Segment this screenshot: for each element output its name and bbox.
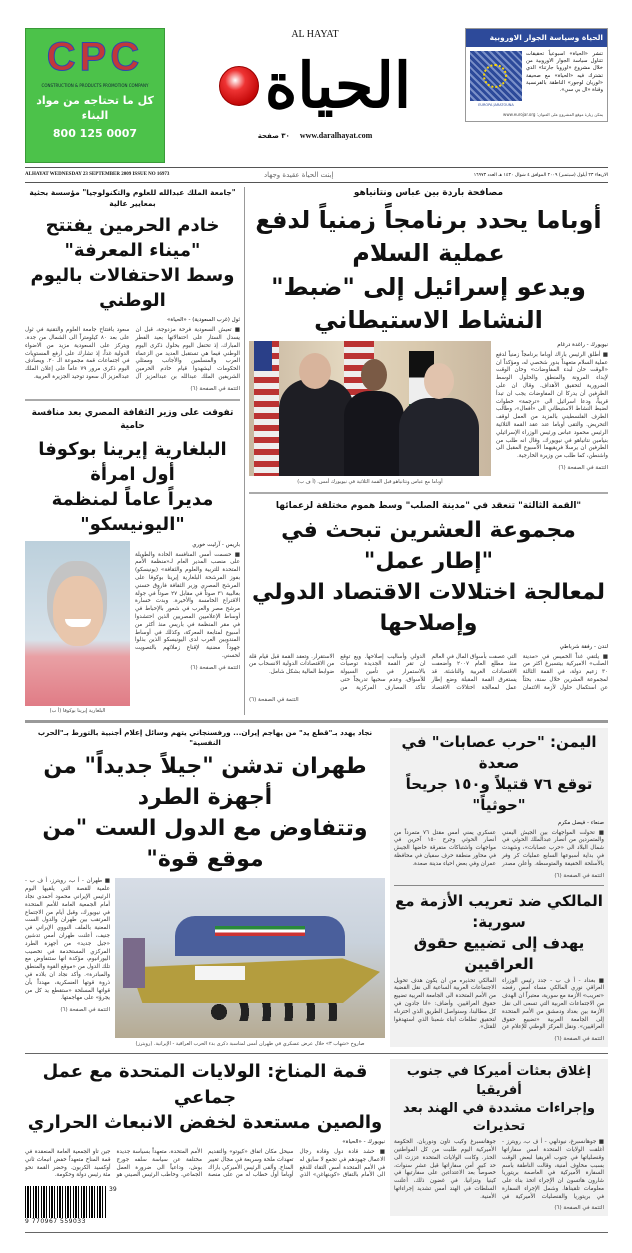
bokova-headline-line2: مديراً عاماً لمنظمة "اليونيسكو"	[51, 489, 214, 536]
tehran-headline[interactable]	[25, 752, 385, 875]
africa-continued[interactable]: التتمة في الصفحة (٦)	[554, 1205, 604, 1212]
slogan: إبنت الحياة عقيدة وجهاد	[264, 171, 334, 179]
tehran-continued[interactable]: التتمة في الصفحة (٦)	[60, 1007, 110, 1014]
eu-badge-block	[470, 51, 522, 108]
logo-block	[180, 28, 450, 141]
g20-kicker: "القمة الثالثة" تنعقد في "مدينة الصلب" وسط هموم مختلفة لزعمائها	[275, 500, 582, 511]
yemen-body: ■ تحولت المواجهات بين الجيش اليمني والمتمردين من أنصار عبدالملك الحوثي في شمال البلاد الى «حرب عصابات»، وشهدت في بداية أسبوعها السابع عمليات كر وفر بالأسلحة الخفيفة والمتوسطة. وأعلن مصدر عسكري يمني أمس مقتل ٧٦ متمرداً من أنصار الحوثي وجرح ١٥٠ آخرين في مواجهات واشتباكات متفرقة خاضها الجيش في محاور منطقة حرف سفيان في محافظة عمران وفي بعض احياء مدينة صعدة.	[394, 829, 604, 867]
africa-headline-line2: وإجراءات مشددة في الهند بعد تحذيرات	[403, 1100, 595, 1134]
tehran-text	[25, 878, 110, 1014]
yemen-continued[interactable]: التتمة في الصفحة (٦)	[554, 872, 604, 879]
page-count: ٣٠ صفحة	[257, 132, 290, 140]
obama-headline-line1: أوباما يحدد برنامجاً زمنياً لدفع عملية السلام	[255, 205, 602, 268]
yemen-byline: صنعاء - فيصل مكرم	[557, 819, 604, 826]
king-headline-line2: وسط الاحتفالات باليوم الوطني	[30, 264, 235, 312]
obama-text	[496, 341, 608, 472]
maliki-headline[interactable]	[394, 891, 604, 975]
tehran-body: ■ طهران - أ ب، رويترز، أ ف ب - علمية للقصة التي يلقيها اليوم الرئيس الإيراني محمود أحمدي نجاد أمام الجمعية العامة للأمم المتحدة في نيويورك، وقبل أيام من الاجتماع المرتقب بين طهران والدول الست المعنية بالملف النووي الإيراني في جنيف، أعلنت طهران أمس تدشين «جيل جديد» من أجهزة الطرد المركزي المستخدمة في تخصيب اليورانيوم، مؤكدة انها ستتفاوض مع تلك الدول من «موقع القوة والمنطق والمبادرة». وأكد نجاد ان بلاده في ذروة قوتها العسكرية، مهدداً بأن قواتها المسلحة «ستقطع يد كل من يجرؤ» على مهاجمتها.	[25, 878, 110, 1002]
tehran-headline-line2: وتتفاوض مع الدول الست "من موقع قوة"	[42, 815, 368, 872]
obama-byline: نيويورك - راغدة درغام	[557, 341, 608, 348]
masthead-rule-bottom	[25, 182, 608, 183]
climate-story	[25, 1059, 385, 1226]
maliki-body: ■ بغداد - أ ف ب - جدد رئيس الوزراء العراقي نوري المالكي مساء أمس رفضه «تعريب» الأزمة مع سورية، معتبراً ان الهدف من الاجتماعات العربية التي تسعى الى نقل الأزمة بين بغداد ودمشق من الأمم المتحدة إلى الجامعة العربية «تضييع حقوق العراقيين». ونقل المركز الوطني للإعلام عن المالكي تحذيره من ان يكون هدف تحويل الاجتماعات العربية الساعية الى نقل القضية من الأمم المتحدة الى الجامعة العربية تضييع حقوق العراقيين. وأضاف: «انا جادون في كل مطالبنا، وسنواصل الطريق الذي اخترناه لتحقيق تطلعات ابناء شعبنا الذي استهدفوا للقتل».	[394, 977, 604, 1031]
obama-story	[249, 187, 608, 486]
missile-parade-photo[interactable]	[115, 878, 385, 1038]
bokova-story	[25, 407, 240, 715]
obama-content	[249, 341, 608, 486]
g20-continued[interactable]: التتمة في الصفحة (٦)	[249, 696, 299, 703]
obama-headline-line2: ويدعو إسرائيل إلى "ضبط" النشاط الاستيطاني	[271, 272, 586, 335]
bokova-byline: باريس - آرليت خوري	[192, 541, 240, 548]
king-byline: ثول (غرب السعودية) - «الحياة»	[167, 317, 240, 324]
eu-neighbourhood-box[interactable]	[465, 28, 608, 122]
climate-headline[interactable]	[25, 1059, 385, 1135]
maliki-continued[interactable]: التتمة في الصفحة (٦)	[554, 1036, 604, 1043]
africa-headline-line1: إغلاق بعثات أميركا في جنوب أفريقيا	[406, 1064, 592, 1098]
maliki-headline-line1: المالكي ضد تعريب الأزمة مع سورية:	[395, 891, 603, 931]
barcode-issue: 39	[109, 1186, 117, 1194]
bottom-section	[25, 1059, 608, 1226]
king-headline[interactable]	[25, 213, 240, 314]
bokova-photo-block	[25, 541, 130, 715]
g20-story	[249, 500, 608, 704]
g20-headline-line2: لمعالجة اختلالات الاقتصاد الدولي وإصلاحها	[252, 579, 605, 636]
africa-body: ■ جوهانسبرغ، نيودلهي - أ ف ب، رويترز - أغلقت الولايات المتحدة أمس سفاراتها وقنصلياتها في جنوب أفريقيا لبعض الوقت بسبب مخاوف أمنية، وقالت الناطقة باسم السفارة الأميركية في العاصمة بريتوريا شارون هاتسون ان الإجراء اتخذ بناء على معلومات تلقيناها. وشمل الإجراء السفارة في بريتوريا والقنصليات الأميركية في جوهانسبرغ وكيب تاون ودوربان. الحكومة الأميركية اليوم طلبت من كل المواطنين الحذر. وكانت الولايات المتحدة عززت الى حد كبير أمن سفاراتها قبل عشر سنوات، خصوصاً بعد الاعتداءين على سفارتيها في كينيا وتنزانيا. في غضون ذلك، أعلنت السلطات في الهند أمس تشديد إجراءاتها الأمنية.	[394, 1139, 604, 1200]
logo-ar: الحياة	[264, 49, 412, 122]
obama-kicker: مصافحة باردة بين عباس ونتانياهو	[353, 188, 504, 198]
tehran-story	[25, 728, 385, 1049]
king-continued[interactable]: التتمة في الصفحة (٦)	[190, 385, 240, 392]
missile-photo-caption: صاروخ «شهاب ٣» خلال عرض عسكري في طهران أمس لمناسبة ذكرى بدء الحرب العراقية - الإيرانية. (رويترز)	[135, 1041, 365, 1048]
bokova-kicker: تفوقت على وزير الثقافة المصري بعد منافسة حامية	[31, 407, 234, 432]
bokova-headline-line1: البلغارية إيرينا بوكوفا أول امرأة	[38, 438, 227, 486]
globe-icon	[219, 66, 259, 106]
eu-box-footer: يمكن زيارة موقع المشروع على العنوان: www.eurojar.org	[503, 112, 603, 117]
bottom-rule	[25, 1232, 608, 1233]
main-column	[249, 187, 608, 704]
climate-headline-line1: قمة المناخ: الولايات المتحدة مع عمل جماعي	[42, 1061, 368, 1108]
yemen-headline[interactable]	[394, 732, 604, 816]
climate-headline-line2: والصين مستعدة لخفض الانبعاث الحراري	[27, 1111, 383, 1133]
climate-rule	[25, 1053, 608, 1054]
tehran-headline-line1: طهران تدشن "جيلاً جديداً" من أجهزة الطرد	[43, 754, 367, 810]
g20-headline[interactable]	[249, 516, 608, 639]
king-body: ■ تعيش السعودية فرحة مزدوجة، قبل ان يسدل الستار على احتفالاتها بعيد الفطر المبارك، إذ تحتفل اليوم بحلول ذكرى اليوم الوطني فيما هي تستقبل العديد من الزعماء العرب والمسلمين والأجانب وممثلي الحكومات ليشهدوا قيام خادم الحرمين الشريفين الملك عبدالله بن عبدالعزيز آل سعود بافتتاح جامعة العلوم والتقنية في ثول على بعد ٨٠ كيلومتراً الى الشمال من جدة. ويتركز على السعودية مزيد من الاضواء الدولية غداً، إذ تشارك على أرفع المستويات في اجتماعات قمة مجموعة الـ ٢٠. ويصادف اليوم ذكرى مرور ٧٩ عاماً على إعلان الملك عبدالعزيز آل سعود توحيد الجزيرة العربية.	[25, 327, 240, 381]
top-section	[25, 187, 608, 715]
left-column	[25, 187, 240, 715]
section-divider-bar	[25, 720, 608, 723]
bokova-photo[interactable]	[25, 541, 130, 706]
yemen-rule	[394, 885, 604, 886]
king-kicker: "جامعة الملك عبدالله للعلوم والتكنولوجيا" مؤسسة بحثية بمعايير عالية	[29, 188, 236, 209]
eu-badge: EUROPA JARATOUNA	[478, 103, 514, 107]
bokova-continued[interactable]: التتمة في الصفحة (٦)	[190, 664, 240, 671]
tehran-kicker: نجاد يهدد بـ"قطع يد" من يهاجم إيران... ورفسنجاني يتهم وسائل إعلام أجنبية بالتورط بـ"الحرب النفسية"	[37, 727, 373, 748]
barcode-number: 9 770967 559033	[25, 1218, 86, 1226]
yemen-headline-line2: توقع ٧٦ قتيلاً و١٥٠ جريحاً "حوثياً"	[405, 774, 593, 814]
cpc-advertisement[interactable]	[25, 28, 165, 163]
ad-phone: 800 125 0007	[52, 127, 138, 140]
obama-abbas-netanyahu-photo[interactable]	[249, 341, 491, 476]
ad-company: CONSTRUCTION & PRODUCTS PROMOTION COMPANY	[41, 83, 149, 88]
maliki-headline-line2: يهدف إلى تضييع حقوق العراقيين	[413, 933, 585, 973]
tehran-content	[25, 878, 385, 1048]
logo-en: AL HAYAT	[291, 29, 339, 40]
logo-row	[219, 41, 411, 131]
yemen-headline-line1: اليمن: "حرب عصابات" في صعدة	[401, 732, 597, 772]
date-strip	[25, 168, 608, 182]
obama-continued[interactable]: التتمة في الصفحة (٦)	[558, 465, 608, 472]
obama-photo-caption: أوباما مع عباس ونتانياهو قبل القمة الثلاثية في نيويورك أمس. (أ ف ب)	[297, 478, 443, 485]
ad-tagline: كل ما تحتاجه من مواد البناء	[36, 94, 154, 122]
climate-byline: نيويورك - «الحياة»	[342, 1138, 385, 1145]
missile-photo-block	[115, 878, 385, 1048]
ad-brand: CPC	[46, 35, 144, 79]
g20-rule	[249, 492, 608, 494]
bokova-body: ■ حسمت أمس المنافسة الحادة والطويلة على منصب المدير العام لـ«منظمة الأمم المتحدة للتربية والعلوم والثقافة» (يونيسكو) بفوز المرشحة البلغارية إيرينا بوكوفا على المرشح المصري وزير الثقافة فاروق حسني بغالبية ٣١ صوتاً في مقابل ٢٧ صوتاً في جولة الاقتراع الخامسة والأخيرة. وبدت خسارة مرشح مصر والعرب في شعور بالإحباط في أوساط الإعلاميين المصريين الذين احتشدوا في مقر المنظمة في باريس منذ أكثر من أسبوع لمتابعة المعركة، وكذلك في أوساط المندوبين العرب لدى اليونيسكو الذين بذلوا جهوداً مضنية لإقناع زملائهم بالتصويت لحسني.	[135, 551, 240, 659]
climate-body: ■ حشد قادة دول وقادة رجال الاعمال جهودهم في تجمع لا سابق له في الأمم المتحدة أمس التقاء للدفع الى الأمام بالتفاق «كوبنهاغن» الذي سيحل مكان اتفاق «كيوتو» والتقديم تعهدات ملحة وسريعة في مجال تغيير المناخ. وألقى الرئيس الأميركي باراك أوباما أول خطاب له من على منصة الأمم المتحدة، متعهداً بسياسة جديدة مختلفة عن سياسة سلفه جورج بوش، وداعياً الى ضرورة العمل الجماعي. وخاطب الرئيس الصيني هو جين تاو الجمعية العامة المنعقدة في قمة المناخ متعهداً خفض انبعاث ثاني أوكسيد الكربون. وحضر القمة نحو مئة رئيس دولة وحكومة.	[25, 1148, 385, 1179]
bokova-headline[interactable]	[25, 437, 240, 538]
right-news-box	[390, 728, 608, 1048]
date-en: ALHAYAT WEDNESDAY 23 SEPTEMBER 2009 ISSUE NO 16973	[25, 172, 170, 177]
barcode-block	[25, 1186, 107, 1226]
bokova-photo-caption: البلغارية إيرينا بوكوفا (أ ب)	[49, 707, 106, 714]
eu-box-text: تنشر «الحياة» اسبوعياً تحقيقات تتناول سياسة الجوار الاوروبية من خلال مشروع «اوروبا جارتنا» الذي تشترك فيه «الحياة» مع صحيفة «لوريان لوجور» الناطقة بالفرنسية وقناة «ال بي سي».	[526, 51, 603, 94]
king-story	[25, 187, 240, 393]
g20-headline-line1: مجموعة العشرين تبحث في "إطار عمل"	[281, 518, 576, 575]
king-headline-line1: خادم الحرمين يفتتح "ميناء المعرفة"	[45, 214, 220, 261]
column-divider	[244, 187, 245, 715]
middle-section	[25, 728, 608, 1049]
eu-box-title: الحياة وسياسة الجوار الاوروبية	[466, 29, 607, 47]
obama-body: ■ أطلق الرئيس باراك أوباما برنامجاً زمنياً لدفع عملية السلام متعهداً بدور شخصي له، ومؤكداً ان «الوقت حان لبدء المفاوضات» وحان الوقت لإبداء المرونة والمنطق والحلول الوسط الضرورية لتحقيق الأهداف. وقال ان على الطرفين أن يدركا ان المفاوضات يجب ان تبدأ قريباً، ودعا اسرائيل الى «ترجمة» خطوات لضبط النشاط الاستيطاني الى «أفعال»، وطالب الطرف الفلسطيني بالمزيد من العمل لوقف التحريض. والتقى أوباما عند عقد القمة الثلاثية الرئيس محمود عباس ورئيس الوزراء الإسرائيلي بنيامين نتانياهو في نيويورك، وقال انه طلب من الطرفين ان يرسلا فريقيهما الأسبوع المقبل الى واشنطن، كما طلب من وزيرة الخارجية.	[496, 351, 608, 460]
g20-body: ■ يلتقي غداً الخميس في «مدينة الصلب» الاميركية بيتسبرغ أكثر من ٣٠ زعيم دولة، في القمة الثالثة لمجموعة العشرين خلال سنة، بحثاً عن استكمال حلول لأزمة الائتمان التي عصفت بأسواق المال في العالم منذ مطلع العام ٢٠٠٧ وأضعفت الاقتصادات الغربية والناشئة. قد يستغرق القمة المقبلة وضع إطار عمل لمعالجة اختلالات الاقتصاد الدولي وأساليب إصلاحها. ويع توقع ان تقر القمة الجديدة توصيات بالاستمرار في تأمين السيولة للأسواق، وعدم سحبها تدريجاً حتى تتأكد المصارف المركزية من الاستقرار. وتعقد القمة قبل قيام قلة من الاقتصادات الدولية الانسحاب من ضوابط المالية بشكل شامل.	[249, 653, 608, 691]
eu-box-content	[466, 47, 607, 112]
g20-byline: لندن - رفقة شرباطي	[559, 643, 608, 650]
king-rule	[25, 399, 240, 401]
africa-box	[390, 1059, 608, 1216]
barcode-bars	[25, 1186, 107, 1218]
obama-photo-block	[249, 341, 491, 486]
bokova-content	[25, 541, 240, 715]
bokova-text	[135, 541, 240, 672]
eu-flag-image	[470, 51, 522, 101]
site-row	[258, 131, 373, 141]
website[interactable]: www.daralhayat.com	[299, 131, 373, 140]
masthead	[25, 28, 608, 163]
date-ar: الاربعاء ٢٣ أيلول (سبتمبر) ٢٠٠٩ الموافق ٤ شوال ١٤٣٠ هـ العدد ١٦٩٧٣	[473, 172, 608, 178]
obama-headline[interactable]	[249, 204, 608, 338]
africa-headline[interactable]	[394, 1063, 604, 1136]
barcode	[25, 1186, 385, 1226]
